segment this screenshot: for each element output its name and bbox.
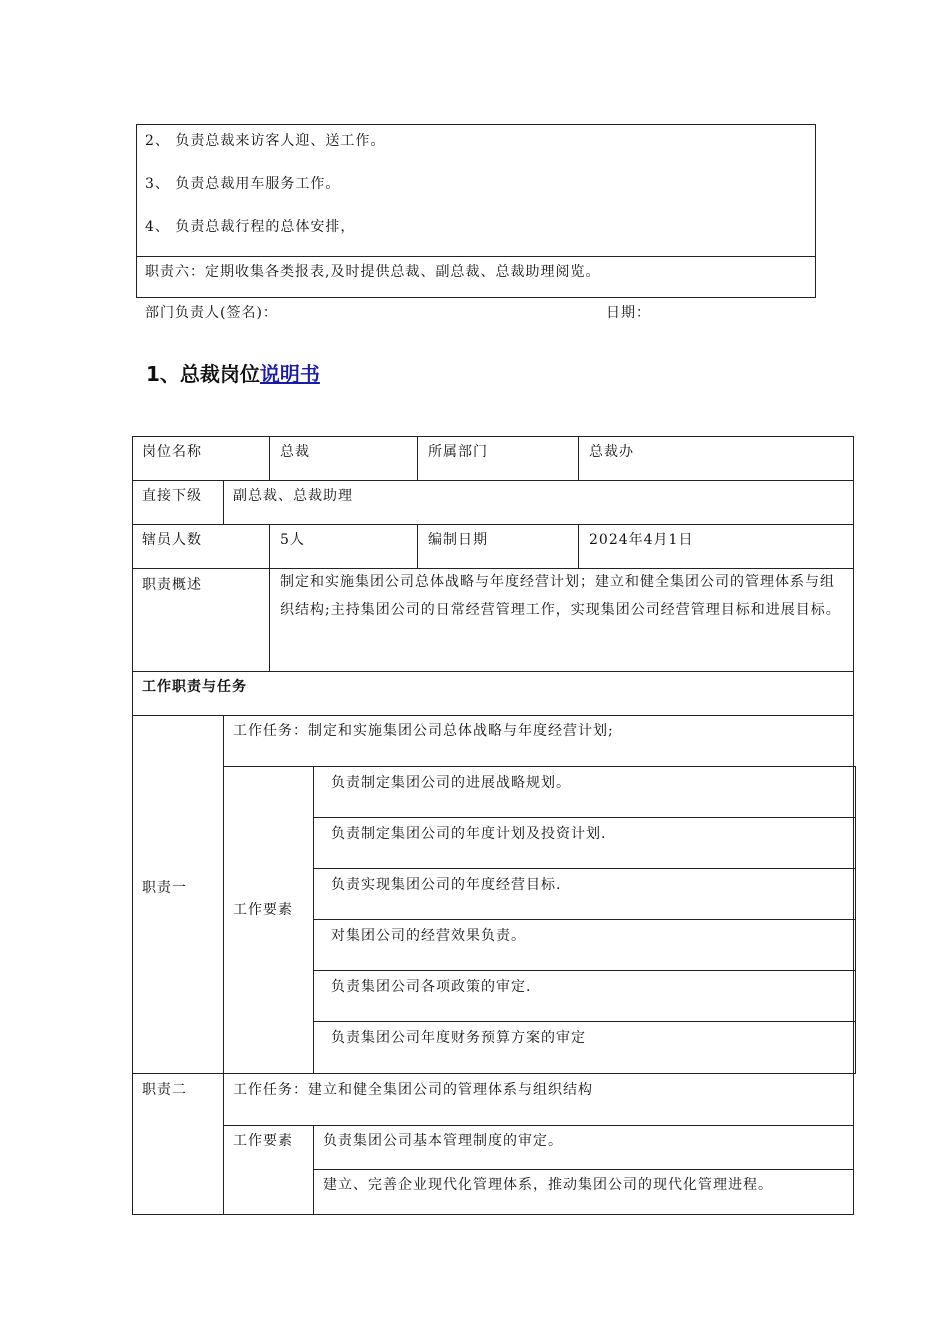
table-row-line <box>313 919 856 920</box>
requirement-item: 负责制定集团公司的进展战略规划。 <box>331 775 571 791</box>
list-item: 3、 负责总裁用车服务工作。 <box>145 176 341 192</box>
table-row-line <box>132 1073 856 1074</box>
table-row-line <box>313 868 856 869</box>
table-col-line <box>417 524 418 568</box>
duty-one-task: 工作任务：制定和实施集团公司总体战略与年度经营计划; <box>233 723 614 739</box>
table-col-line <box>578 436 579 480</box>
value-duty-summary: 制定和实施集团公司总体战略与年度经营计划；建立和健全集团公司的管理体系与组织结构;主持集团公司的日常经营管理工作，实现集团公司经营管理目标和进展目标。 <box>280 574 841 618</box>
table-col-line <box>855 766 856 1073</box>
value-department: 总裁办 <box>589 444 634 460</box>
requirement-item: 建立、完善企业现代化管理体系，推动集团公司的现代化管理进程。 <box>323 1177 773 1193</box>
label-headcount: 辖员人数 <box>142 532 202 548</box>
value-direct-subordinates: 副总裁、总裁助理 <box>233 488 353 504</box>
label-duty-summary: 职责概述 <box>142 577 202 593</box>
table-col-line <box>313 1125 314 1215</box>
value-position-name: 总裁 <box>280 444 310 460</box>
table-col-line <box>223 715 224 1215</box>
table-row-line <box>132 715 854 716</box>
duty-two-task: 工作任务：建立和健全集团公司的管理体系与组织结构 <box>233 1082 593 1098</box>
date-label: 日期： <box>606 305 651 321</box>
table-col-line <box>417 436 418 480</box>
duty-two-req-label: 工作要素 <box>233 1133 293 1149</box>
requirement-item: 负责集团公司基本管理制度的审定。 <box>323 1133 563 1149</box>
signature-label: 部门负责人(签名)： <box>145 305 278 321</box>
label-department: 所属部门 <box>428 444 488 460</box>
section-title: 工作职责与任务 <box>142 679 247 695</box>
requirement-item: 负责实现集团公司的年度经营目标. <box>331 877 562 893</box>
duty-six-text: 职责六：定期收集各类报表,及时提供总裁、副总裁、总裁助理阅览。 <box>145 264 601 280</box>
requirement-item: 对集团公司的经营效果负责。 <box>331 928 526 944</box>
requirement-item: 负责集团公司各项政策的审定. <box>331 979 532 995</box>
heading-prefix: 1、总裁岗位 <box>146 362 260 386</box>
list-item: 4、 负责总裁行程的总体安排， <box>145 219 356 235</box>
value-compile-date: 2024年4月1日 <box>589 532 694 548</box>
table-row-line <box>132 480 854 481</box>
table-row-line <box>132 524 854 525</box>
label-position-name: 岗位名称 <box>142 444 202 460</box>
heading-link[interactable]: 说明书 <box>259 362 320 386</box>
section-heading <box>146 358 320 387</box>
label-direct-subordinates: 直接下级 <box>142 488 202 504</box>
table-row-line <box>223 1125 854 1126</box>
table-row-line <box>223 766 856 767</box>
table-row-line <box>313 970 856 971</box>
duty-two-label: 职责二 <box>142 1082 187 1098</box>
table-col-line <box>269 524 270 671</box>
requirement-item: 负责制定集团公司的年度计划及投资计划. <box>331 826 607 842</box>
value-headcount: 5人 <box>280 532 305 548</box>
label-compile-date: 编制日期 <box>428 532 488 548</box>
list-item: 2、 负责总裁来访客人迎、送工作。 <box>145 133 386 149</box>
table-col-line <box>223 480 224 524</box>
requirement-item: 负责集团公司年度财务预算方案的审定 <box>331 1030 586 1046</box>
table-col-line <box>313 766 314 1073</box>
duty-one-label: 职责一 <box>142 880 187 896</box>
table-col-line <box>578 524 579 568</box>
table-row-line <box>313 1169 854 1170</box>
table-col-line <box>269 436 270 480</box>
table-row-line <box>313 1021 856 1022</box>
table-row-line <box>132 671 854 672</box>
table-row-line <box>313 817 856 818</box>
divider <box>136 256 816 257</box>
duty-one-req-label: 工作要素 <box>233 902 293 918</box>
